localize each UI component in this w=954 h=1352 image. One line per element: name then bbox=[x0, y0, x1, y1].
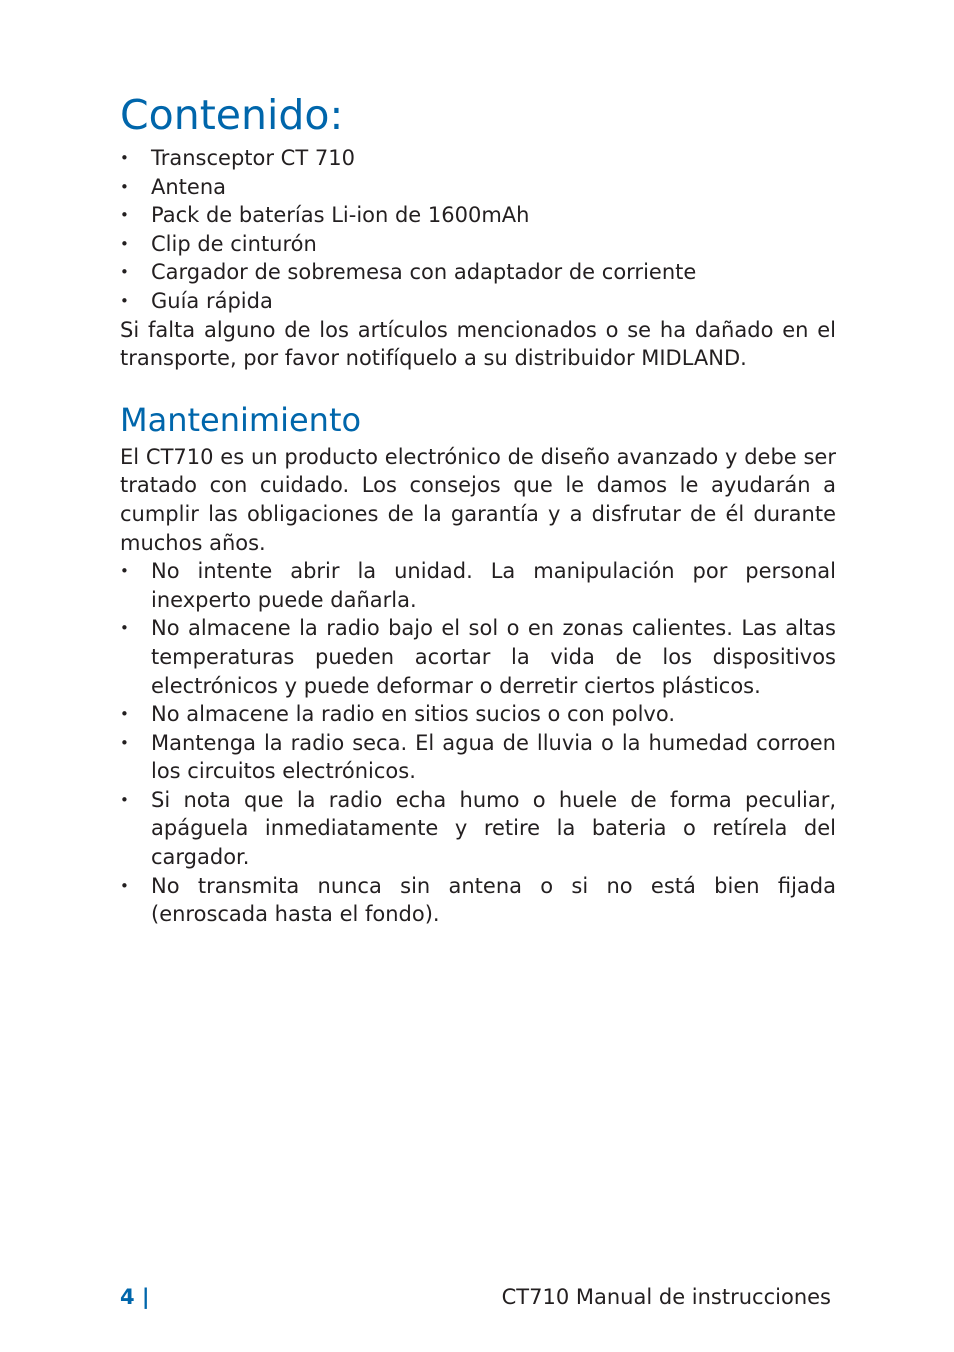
document-page bbox=[120, 86, 836, 929]
list-item: • No almacene la radio en sitios sucios o con polvo. bbox=[120, 700, 836, 729]
missing-items-note: Si falta alguno de los artículos mencionados o se ha dañado en el transporte, por favor notifíquelo a su distribuidor MIDLAND. bbox=[120, 317, 836, 371]
maintenance-list bbox=[120, 557, 836, 929]
list-item: • No intente abrir la unidad. La manipulación por personal inexperto puede dañarla. bbox=[120, 559, 836, 612]
list-item: • Cargador de sobremesa con adaptador de corriente bbox=[120, 258, 836, 287]
bullet-icon: • bbox=[120, 234, 129, 253]
bullet-icon: • bbox=[120, 790, 129, 809]
bullet-icon: • bbox=[120, 705, 129, 724]
maintenance-heading: Mantenimiento bbox=[120, 400, 362, 439]
list-item: • No almacene la radio bajo el sol o en zonas calientes. Las altas temperaturas pueden acortar la vida de los dispositivos electrónicos y puede deformar o derretir ciertos plásticos. bbox=[120, 616, 836, 698]
bullet-icon: • bbox=[120, 177, 129, 196]
list-item: • Mantenga la radio seca. El agua de lluvia o la humedad corroen los circuitos electrónicos. bbox=[120, 730, 836, 784]
bullet-icon: • bbox=[120, 619, 129, 638]
list-item: • Transceptor CT 710 bbox=[120, 144, 836, 173]
list-item: • Clip de cinturón bbox=[120, 230, 836, 259]
list-item: • Si nota que la radio echa humo o huele de forma peculiar, apáguela inmediatamente y retire la bateria o retírela del cargador. bbox=[120, 787, 836, 870]
bullet-icon: • bbox=[120, 562, 129, 581]
bullet-icon: • bbox=[120, 733, 129, 752]
bullet-icon: • bbox=[120, 263, 129, 282]
list-item: • Guía rápida bbox=[120, 287, 836, 316]
maintenance-intro: El CT710 es un producto electrónico de diseño avanzado y debe ser tratado con cuidado. Los consejos que le damos le ayudarán a cumplir las obligaciones de la garantía y a disfrutar de él durante muchos años. bbox=[120, 444, 836, 555]
bullet-icon: • bbox=[120, 149, 129, 167]
list-item: • Antena bbox=[120, 173, 836, 202]
contents-heading: Contenido: bbox=[120, 91, 344, 139]
page-number: 4 | bbox=[120, 1285, 150, 1309]
bullet-icon: • bbox=[120, 291, 129, 310]
list-item: • Pack de baterías Li-ion de 1600mAh bbox=[120, 201, 836, 230]
contents-list bbox=[120, 144, 836, 316]
manual-title: CT710 Manual de instrucciones bbox=[501, 1285, 831, 1309]
bullet-icon: • bbox=[120, 876, 129, 895]
list-item: • No transmita nunca sin antena o si no está bien fijada (enroscada hasta el fondo). bbox=[120, 873, 836, 927]
bullet-icon: • bbox=[120, 206, 129, 225]
